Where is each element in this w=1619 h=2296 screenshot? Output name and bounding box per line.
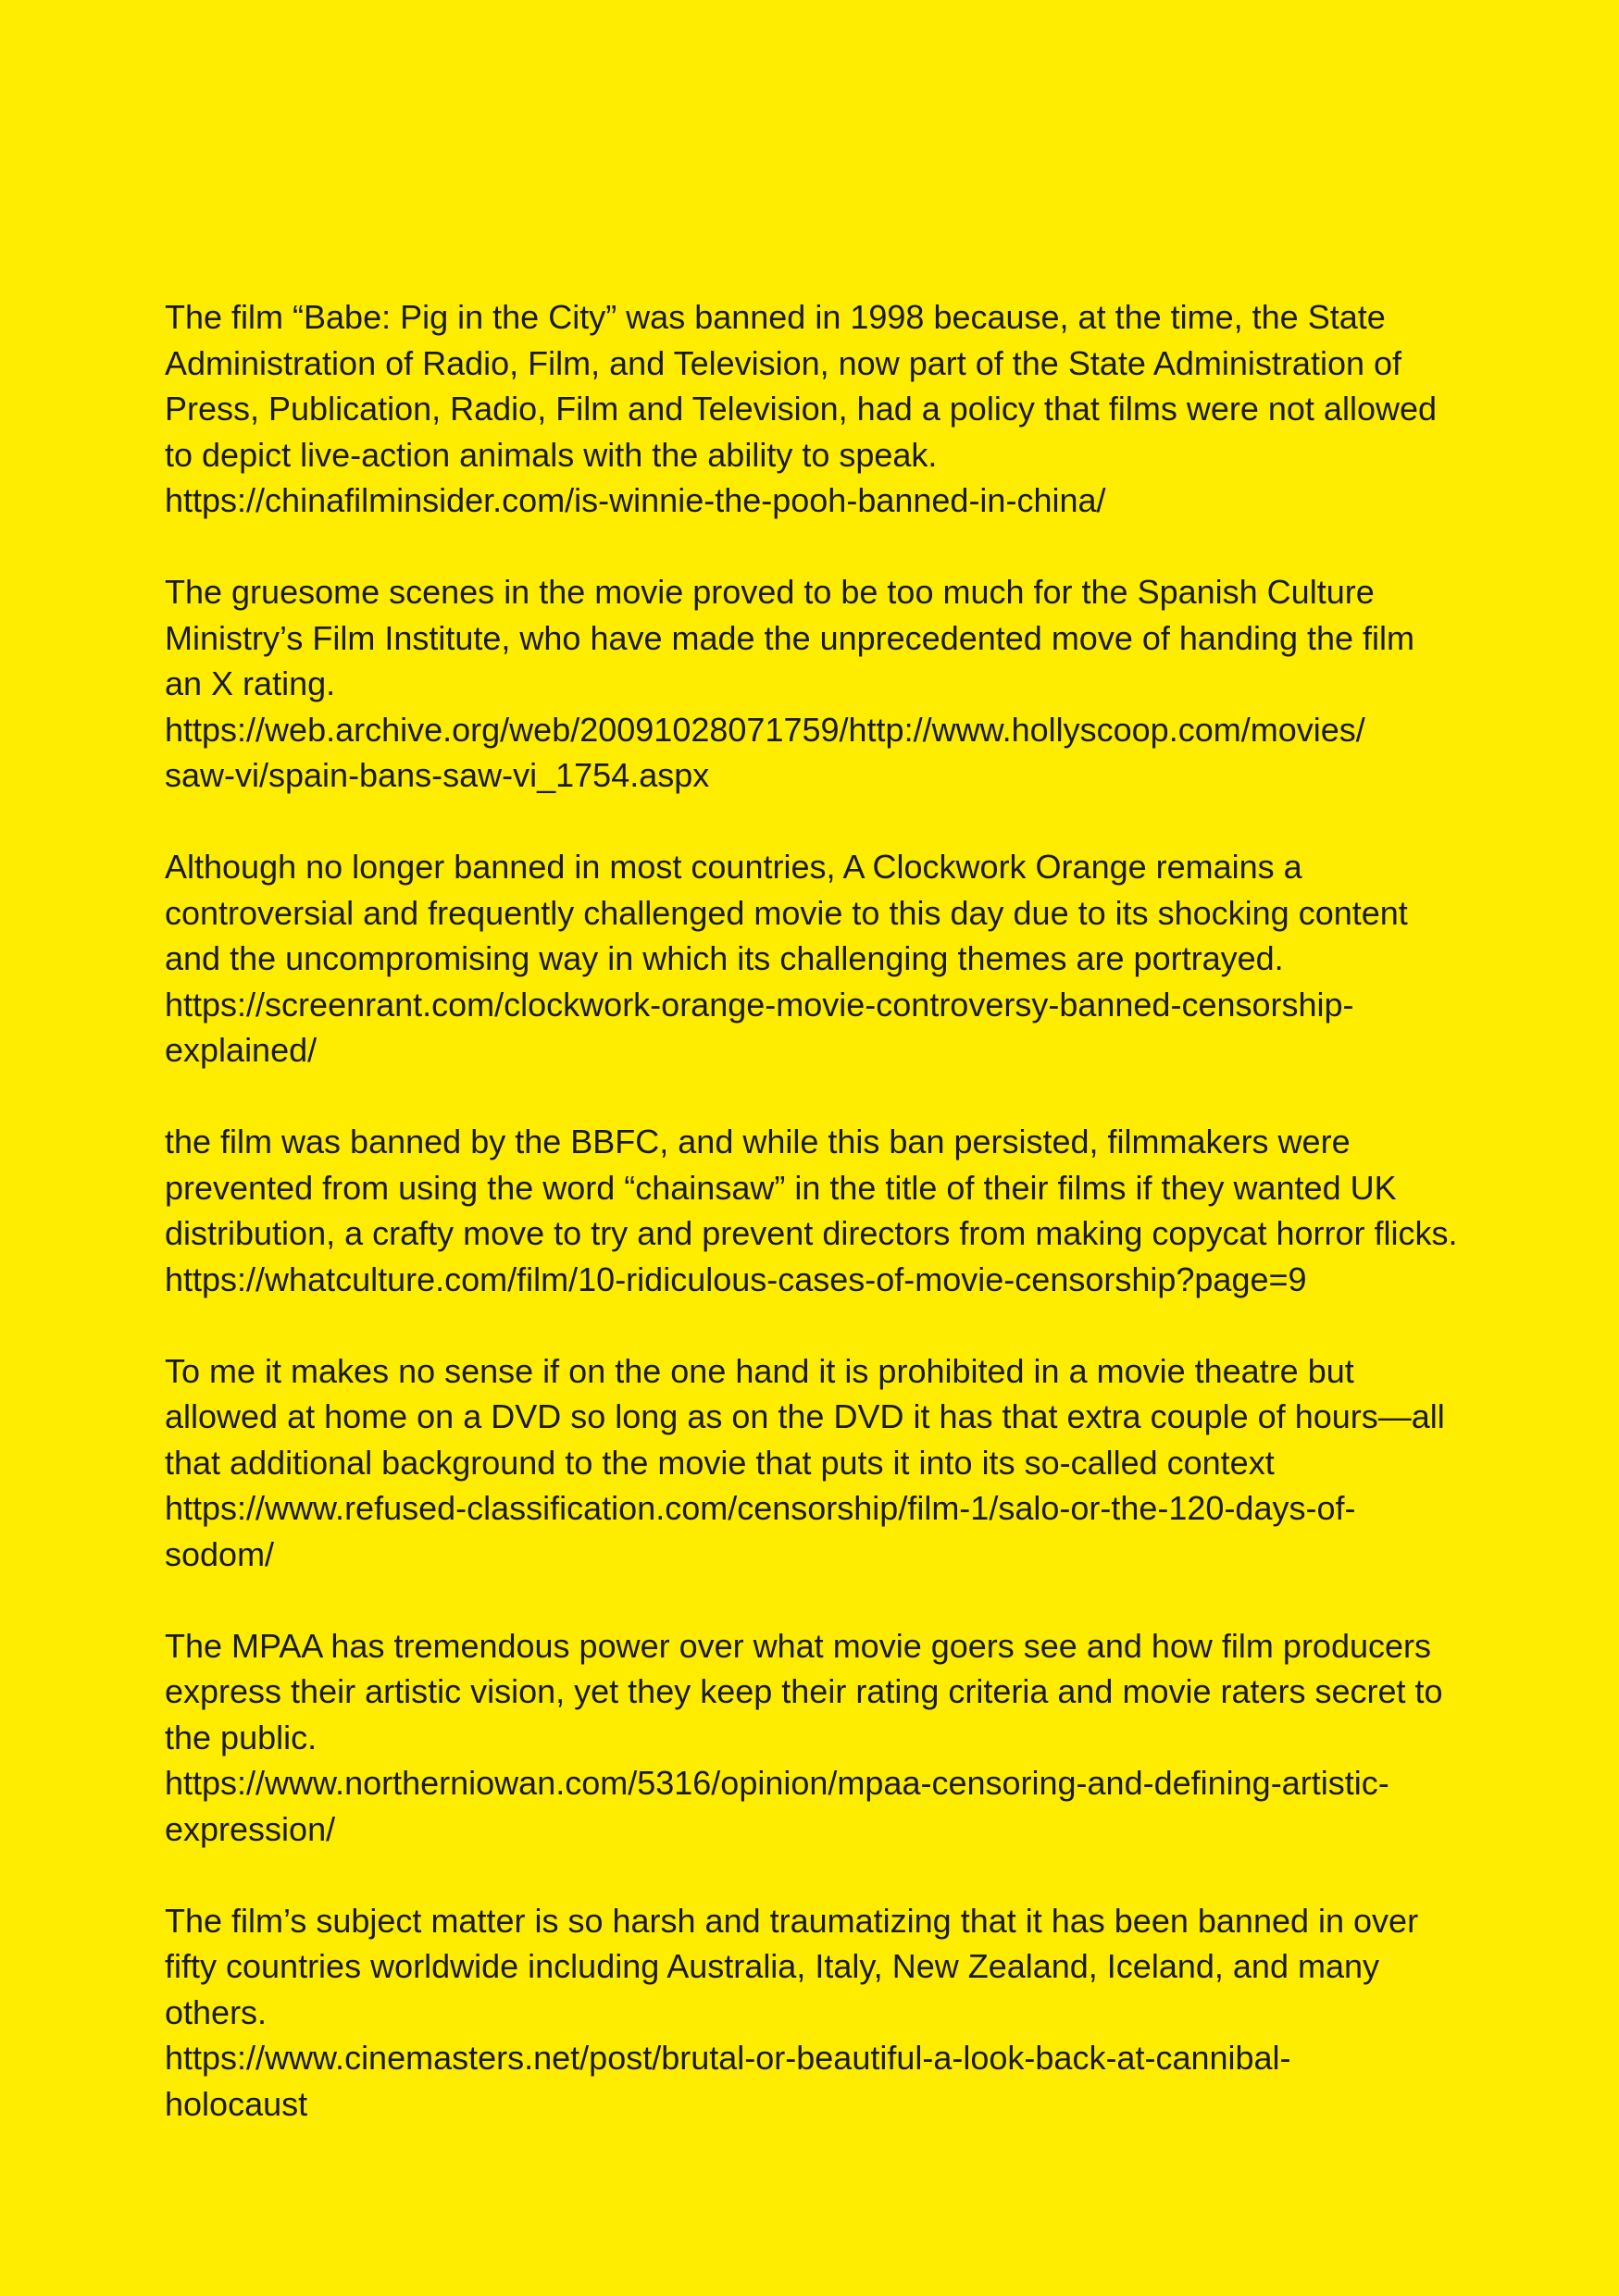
source-link[interactable]: https://chinafilminsider.com/is-winnie-the-pooh-banned-in-china/ bbox=[165, 481, 1106, 519]
quote-text: Although no longer banned in most countries, A Clockwork Orange remains a controversial and frequently challenged movie to this day due to its shocking content and the uncompromising way in which its challenging themes are portrayed. bbox=[165, 848, 1408, 977]
entry-mpaa bbox=[165, 1623, 1535, 1853]
source-link[interactable]: https://web.archive.org/web/20091028071759/http://www.hollyscoop.com/movies/ saw-vi/spain-bans-saw-vi_1754.aspx bbox=[165, 710, 1365, 794]
entry-saw-vi bbox=[165, 569, 1535, 799]
source-link[interactable]: https://screenrant.com/clockwork-orange-movie-controversy-banned-censorship- explained/ bbox=[165, 985, 1354, 1069]
entry-chainsaw-bbfc bbox=[165, 1119, 1535, 1302]
quote-text: The film’s subject matter is so harsh and traumatizing that it has been banned in over fifty countries worldwide including Australia, Italy, New Zealand, Iceland, and many others. bbox=[165, 1901, 1419, 2031]
source-link[interactable]: https://www.northerniowan.com/5316/opinion/mpaa-censoring-and-defining-artistic- expression/ bbox=[165, 1764, 1389, 1848]
entry-salo bbox=[165, 1348, 1535, 1578]
entry-babe-pig-in-the-city bbox=[165, 294, 1535, 524]
quote-text: The gruesome scenes in the movie proved to be too much for the Spanish Culture Ministry’s Film Institute, who have made the unprecedented move of handing the film an X rating. bbox=[165, 573, 1415, 702]
source-link[interactable]: https://whatculture.com/film/10-ridiculous-cases-of-movie-censorship?page=9 bbox=[165, 1260, 1307, 1298]
quote-text: To me it makes no sense if on the one hand it is prohibited in a movie theatre but allowed at home on a DVD so long as on the DVD it has that extra couple of hours—all that additional background to the movie that puts it into its so-called context bbox=[165, 1351, 1445, 1482]
document-body bbox=[165, 294, 1535, 2173]
quote-text: The film “Babe: Pig in the City” was banned in 1998 because, at the time, the State Administration of Radio, Film, and Television, now part of the State Administration of Press, Publication, Radio, Film and Television, had a policy that films were not allowed to depict live-action animals with the ability to speak. bbox=[165, 298, 1438, 474]
quote-text: The MPAA has tremendous power over what movie goers see and how film producers express their artistic vision, yet they keep their rating criteria and movie raters secret to the public. bbox=[165, 1626, 1443, 1756]
quote-text: the film was banned by the BBFC, and while this ban persisted, filmmakers were prevented from using the word “chainsaw” in the title of their films if they wanted UK distribution, a crafty move to try and prevent directors from making copycat horror flicks. bbox=[165, 1123, 1458, 1252]
source-link[interactable]: https://www.refused-classification.com/censorship/film-1/salo-or-the-120-days-of- sodom/ bbox=[165, 1489, 1356, 1573]
source-link[interactable]: https://www.cinemasters.net/post/brutal-or-beautiful-a-look-back-at-cannibal- holocaust bbox=[165, 2039, 1291, 2123]
entry-cannibal-holocaust bbox=[165, 1898, 1535, 2128]
entry-clockwork-orange bbox=[165, 844, 1535, 1074]
